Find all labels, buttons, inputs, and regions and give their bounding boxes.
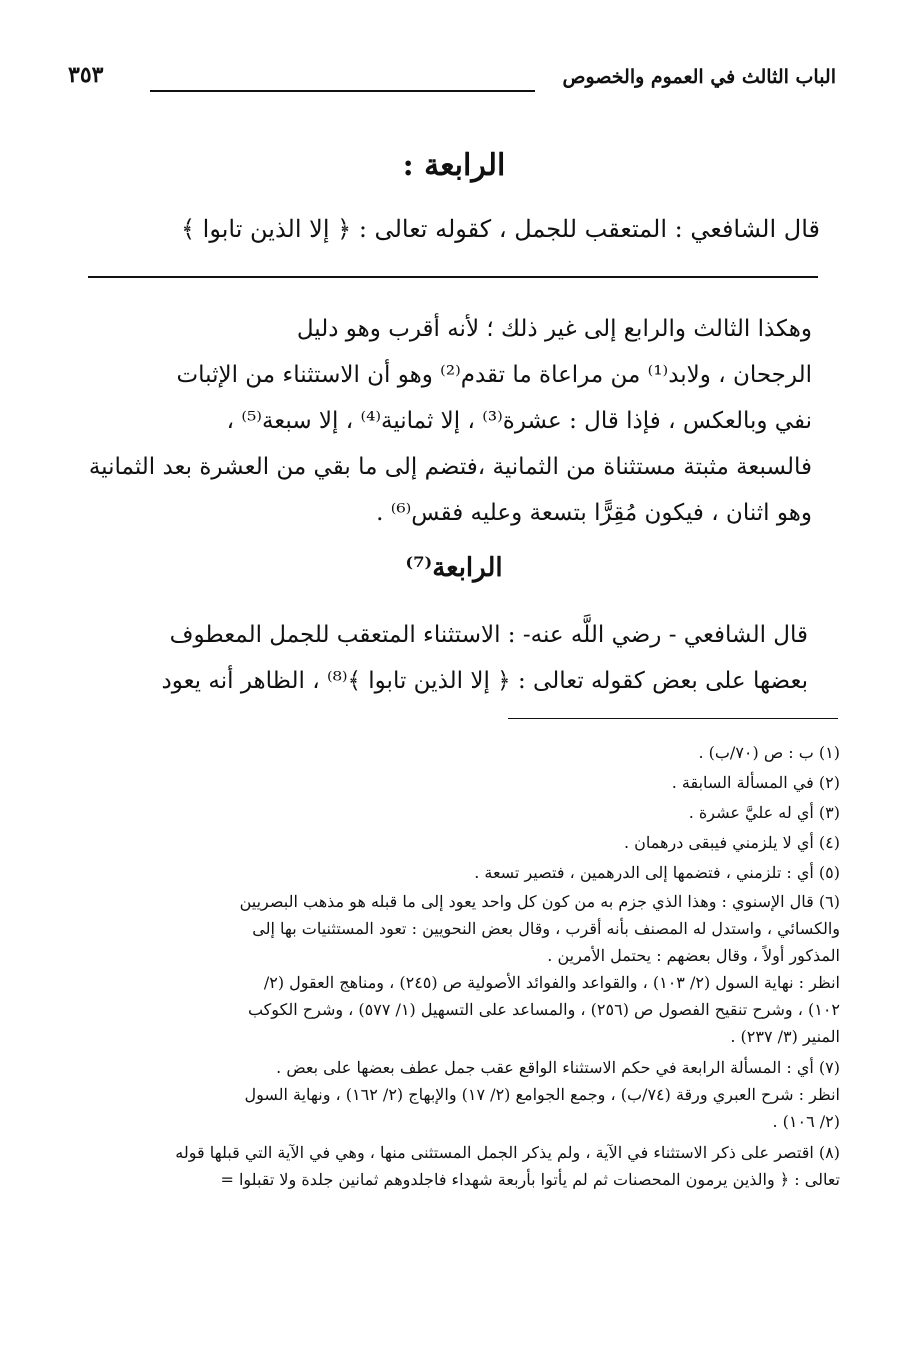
footnote-5 [66, 858, 840, 888]
footnote-6 [66, 888, 840, 1050]
footnote-number: (٨) [818, 1143, 840, 1162]
footnote-text: ب : ص (٧٠/ب) . [698, 743, 814, 762]
footnote-text: في المسألة السابقة . [671, 773, 814, 792]
footnote-text: المذكور أولاً ، وقال بعضهم : يحتمل الأمرين . [547, 946, 840, 965]
footnote-number: (٦) [818, 892, 840, 911]
footnote-1 [66, 738, 840, 768]
footnote-text: أي له عليَّ عشرة . [688, 803, 814, 822]
footnote-separator [508, 718, 838, 719]
footnote-text: اقتصر على ذكر الاستثناء في الآية ، ولم يذكر الجمل المستثنى منها ، وهي في الآية التي قبلها قوله [175, 1143, 814, 1162]
footnote-number: (٤) [818, 833, 840, 852]
footnote-text: والكسائي ، واستدل له المصنف بأنه أقرب ، وقال بعض النحويين : تعود المستثنيات بها إلى [252, 919, 840, 938]
paragraph-2 [66, 612, 836, 708]
paragraph-line: وهو اثنان ، فيكون مُقِرًّا بتسعة وعليه فقس⁽⁶⁾ . [376, 500, 812, 526]
footnote-7 [66, 1054, 840, 1135]
footnote-text: أي : المسألة الرابعة في حكم الاستثناء الواقع عقب جمل عطف بعضها على بعض . [276, 1058, 814, 1077]
footnote-text: أي لا يلزمني فيبقى درهمان . [623, 833, 814, 852]
footnote-reference: ١٠٢) ، وشرح تنقيح الفصول ص (٢٥٦) ، والمساعد على التسهيل (١/ ٥٧٧) ، وشرح الكوكب [247, 1000, 840, 1019]
footnote-number: (٥) [818, 863, 840, 882]
header-rule [150, 90, 535, 92]
footnotes [66, 738, 840, 1193]
footnote-number: (٢) [818, 773, 840, 792]
footnote-8 [66, 1139, 840, 1193]
footnote-4 [66, 828, 840, 858]
footnote-reference: انظر : شرح العبري ورقة (٧٤/ب) ، وجمع الجوامع (٢/ ١٧) والإبهاج (٢/ ١٦٢) ، ونهاية السول [244, 1085, 840, 1104]
section-title-1: الرابعة : [402, 148, 506, 183]
footnote-reference: (٢/ ١٠٦) . [772, 1112, 840, 1131]
paragraph-line: وهكذا الثالث والرابع إلى غير ذلك ؛ لأنه أقرب وهو دليل [296, 316, 812, 342]
footnote-number: (١) [818, 743, 840, 762]
footnote-reference: المنير (٣/ ٢٣٧) . [730, 1027, 840, 1046]
shafii-quote: قال الشافعي : المتعقب للجمل ، كقوله تعالى : ﴿ إلا الذين تابوا ﴾ [180, 215, 820, 243]
paragraph-line: الرجحان ، ولابد⁽¹⁾ من مراعاة ما تقدم⁽²⁾ وهو أن الاستثناء من الإثبات [176, 362, 812, 388]
paragraph-1 [66, 306, 836, 541]
paragraph-line: بعضها على بعض كقوله تعالى : ﴿ إلا الذين تابوا ﴾⁽⁸⁾ ، الظاهر أنه يعود [161, 668, 808, 694]
footnote-number: (٧) [818, 1058, 840, 1077]
paragraph-line: قال الشافعي - رضي اللَّه عنه- : الاستثناء المتعقب للجمل المعطوف [169, 622, 808, 648]
running-title: الباب الثالث في العموم والخصوص [562, 66, 836, 88]
footnote-text: قال الإسنوي : وهذا الذي جزم به من كون كل واحد يعود إلى ما قبله هو مذهب البصريين [239, 892, 814, 911]
paragraph-line: فالسبعة مثبتة مستثناة من الثمانية ،فتضم إلى ما بقي من العشرة بعد الثمانية [88, 454, 812, 480]
footnote-2 [66, 768, 840, 798]
quote-rule [88, 276, 818, 278]
section-title-2: الرابعة⁽⁷⁾ [405, 553, 503, 583]
footnote-3 [66, 798, 840, 828]
footnote-text: تعالى : ﴿ والذين يرمون المحصنات ثم لم يأتوا بأربعة شهداء فاجلدوهم ثمانين جلدة ولا تقبلوا = [220, 1170, 840, 1189]
paragraph-line: نفي وبالعكس ، فإذا قال : عشرة⁽³⁾ ، إلا ثمانية⁽⁴⁾ ، إلا سبعة⁽⁵⁾ ، [226, 408, 812, 434]
footnote-text: أي : تلزمني ، فتضمها إلى الدرهمين ، فتصير تسعة . [474, 863, 814, 882]
page-number: ٣٥٣ [68, 62, 104, 88]
footnote-reference: انظر : نهاية السول (٢/ ١٠٣) ، والقواعد والفوائد الأصولية ص (٢٤٥) ، ومناهج العقول (٢/ [263, 973, 840, 992]
footnote-number: (٣) [818, 803, 840, 822]
